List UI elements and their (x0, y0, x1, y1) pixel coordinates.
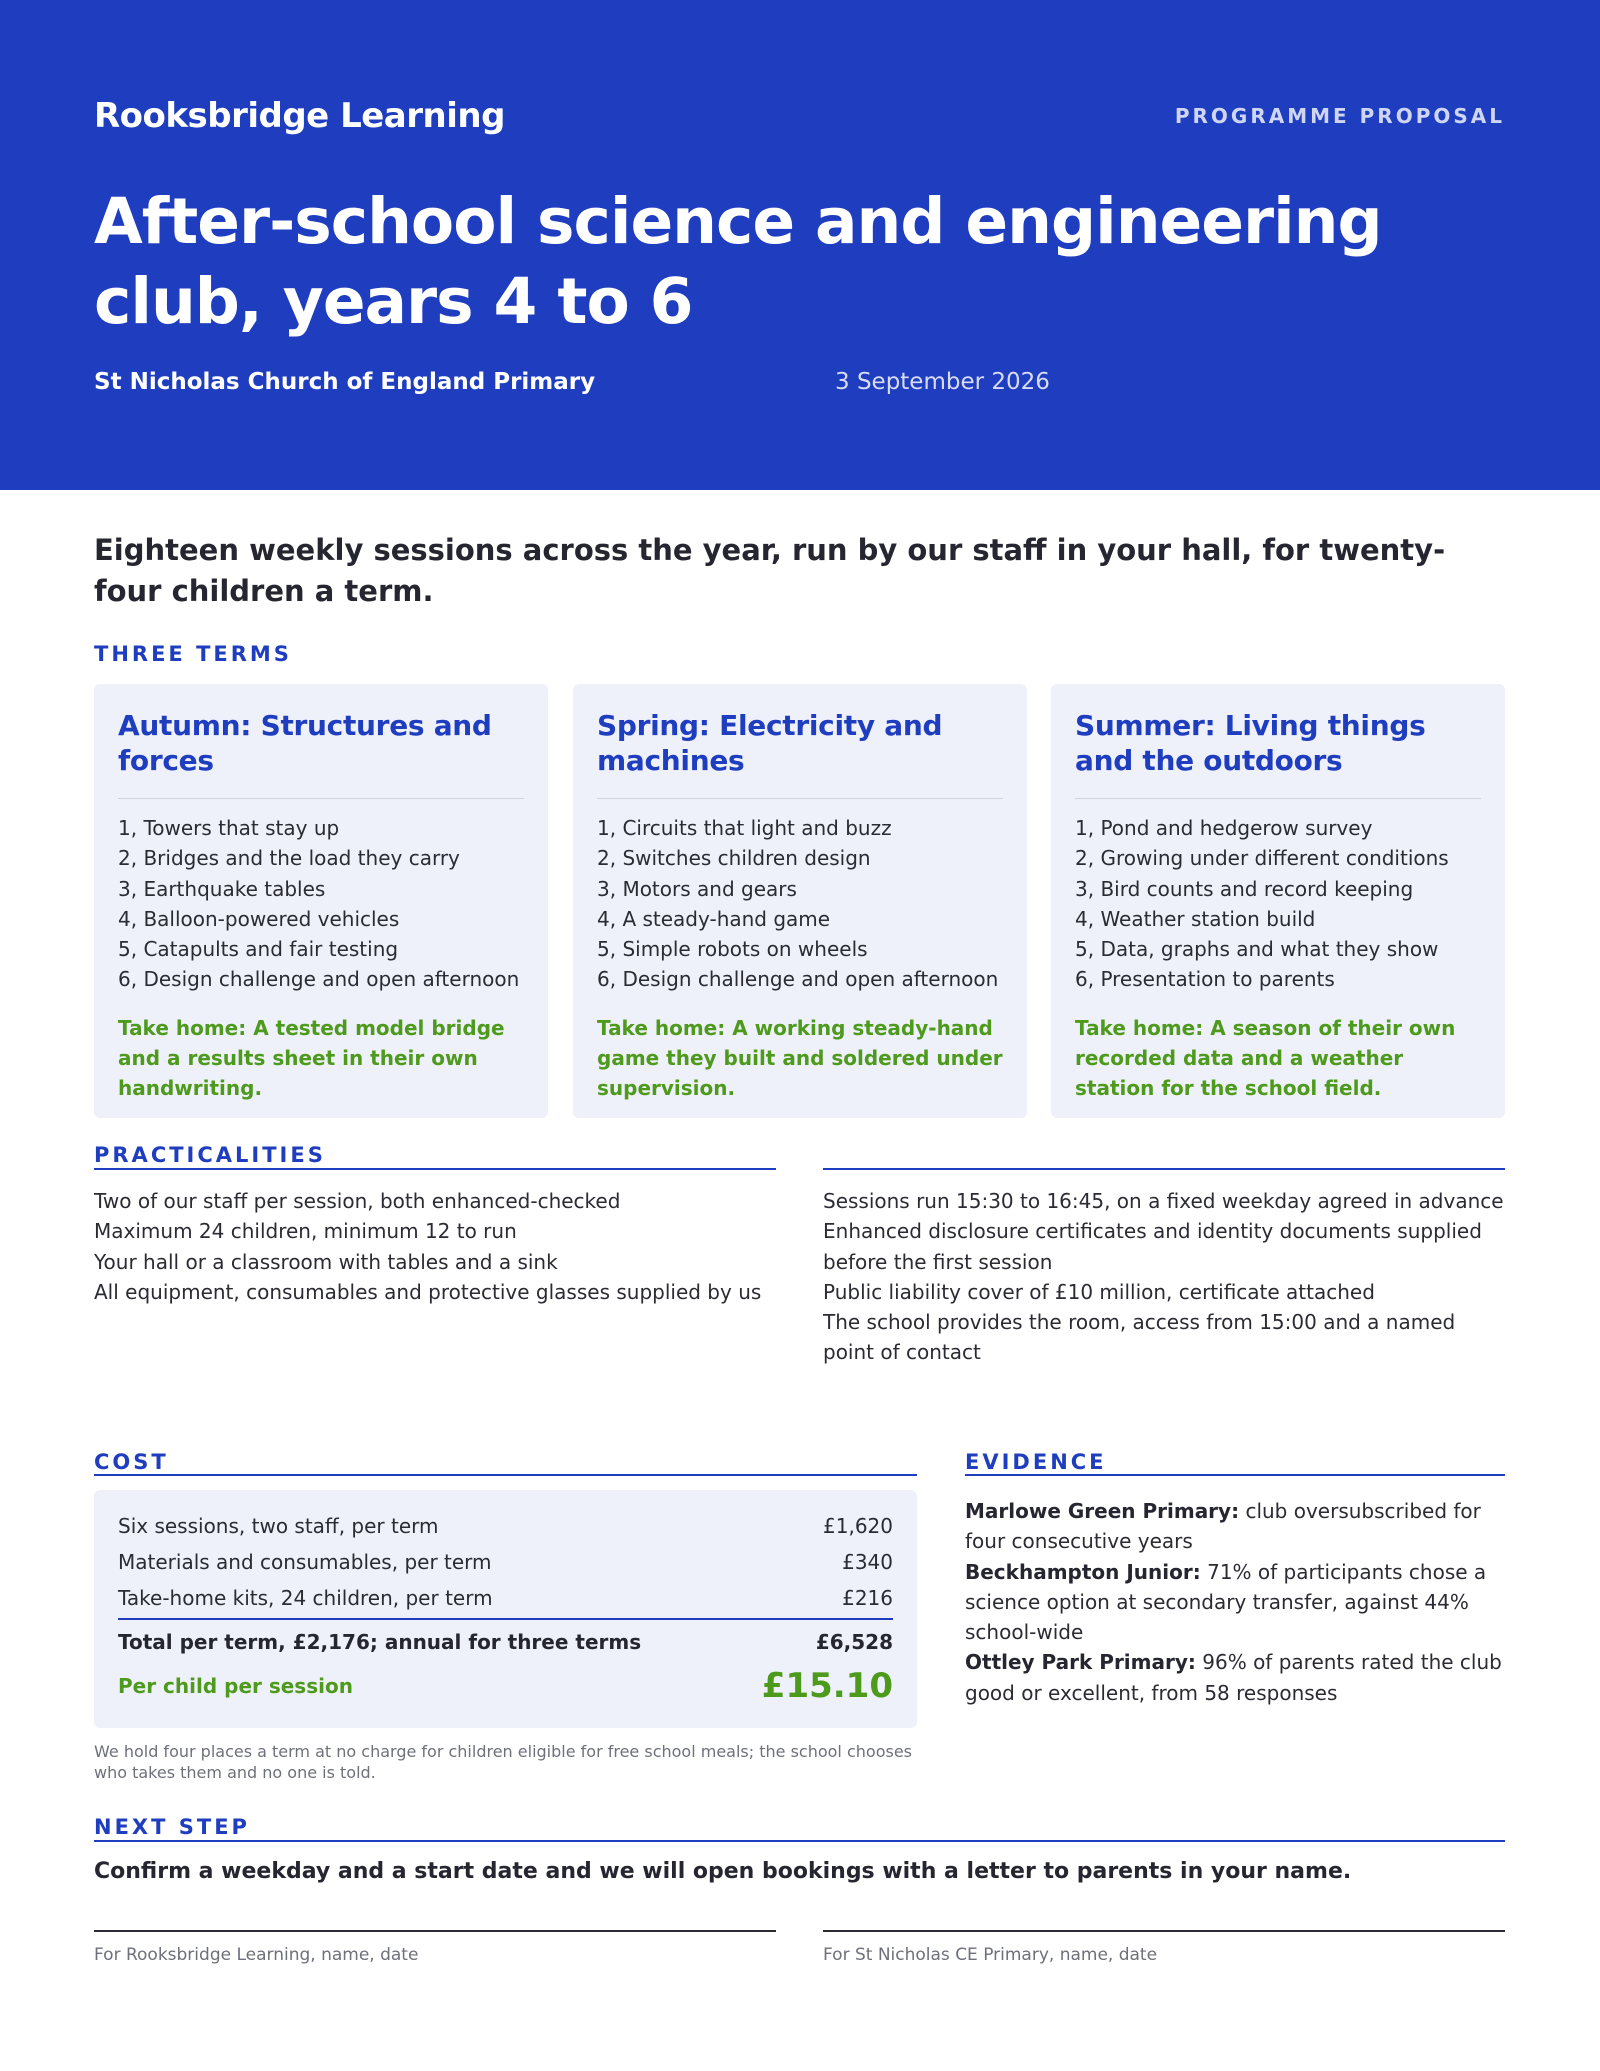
school-name: St Nicholas Church of England Primary (94, 369, 596, 395)
section-label-terms: THREE TERMS (94, 642, 292, 666)
section-rule (823, 1168, 1505, 1170)
signature-caption-school: For St Nicholas CE Primary, name, date (823, 1945, 1158, 1965)
section-rule (94, 1474, 917, 1476)
brand-name: Rooksbridge Learning (94, 96, 505, 136)
list-item: 2, Bridges and the load they carry (118, 846, 460, 871)
evidence-text: 96% of parents rated the club good or excellent, from 58 responses (965, 1650, 1502, 1705)
session-list (1075, 813, 1481, 995)
list-item: Enhanced disclosure certificates and identity documents supplied before the first session (823, 1219, 1482, 1274)
cost-total-value: £6,528 (815, 1630, 893, 1654)
section-rule (94, 1168, 776, 1170)
divider (597, 798, 1003, 799)
evidence-list (965, 1496, 1505, 1708)
cost-total-row (118, 1622, 893, 1662)
page-title: After-school science and engineering club, years 4 to 6 (94, 185, 1382, 338)
list-item: The school provides the room, access from 15:00 and a named point of contact (823, 1310, 1456, 1365)
per-child-label: Per child per session (118, 1674, 353, 1698)
list-item: 3, Bird counts and record keeping (1075, 876, 1414, 901)
section-rule (94, 1840, 1505, 1842)
cost-total-label: Total per term, £2,176; annual for three terms (118, 1630, 642, 1654)
section-rule (965, 1474, 1505, 1476)
list-item: Two of our staff per session, both enhanced-checked (94, 1189, 621, 1213)
list-item: 3, Motors and gears (597, 876, 797, 901)
header-banner (0, 0, 1600, 490)
evidence-school: Marlowe Green Primary: (965, 1499, 1240, 1523)
list-item: All equipment, consumables and protective glasses supplied by us (94, 1279, 762, 1304)
list-item: Your hall or a classroom with tables and a sink (94, 1249, 558, 1274)
list-item: 5, Data, graphs and what they show (1075, 937, 1439, 962)
term-card-summer (1051, 684, 1505, 1118)
list-item: 3, Earthquake tables (118, 876, 326, 901)
list-item: 5, Simple robots on wheels (597, 937, 868, 962)
term-title: Autumn: Structures and forces (118, 709, 492, 777)
list-item: 5, Catapults and fair testing (118, 937, 399, 962)
lede-summary: Eighteen weekly sessions across the year, run by our staff in your hall, for twenty-four children a term. (94, 533, 1446, 608)
cost-line-items (118, 1508, 893, 1620)
cost-row-value: £216 (842, 1586, 893, 1610)
cost-row-value: £1,620 (823, 1514, 893, 1538)
list-item: 6, Presentation to parents (1075, 967, 1335, 992)
practicalities-list-right (823, 1186, 1505, 1368)
take-home-note: Take home: A tested model bridge and a results sheet in their own handwriting. (118, 1015, 505, 1101)
per-child-row (118, 1666, 893, 1706)
section-label-evidence: EVIDENCE (965, 1450, 1107, 1474)
session-list (118, 813, 524, 995)
evidence-text: 71% of participants chose a science option at secondary transfer, against 44% school-wide (965, 1559, 1487, 1645)
cost-row (118, 1544, 893, 1580)
cost-row (118, 1508, 893, 1544)
evidence-item (965, 1557, 1505, 1648)
per-child-value: £15.10 (761, 1666, 893, 1706)
document-type: PROGRAMME PROPOSAL (1174, 104, 1505, 128)
evidence-item (965, 1496, 1505, 1557)
next-step-text: Confirm a weekday and a start date and we will open bookings with a letter to parents in your name. (94, 1859, 1352, 1884)
list-item: Sessions run 15:30 to 16:45, on a fixed weekday agreed in advance (823, 1189, 1504, 1213)
section-label-cost: COST (94, 1450, 169, 1474)
cost-footnote: We hold four places a term at no charge for children eligible for free school meals; the school chooses who takes them and no one is told. (94, 1742, 912, 1782)
evidence-text: club oversubscribed for four consecutive years (965, 1499, 1481, 1554)
proposal-date: 3 September 2026 (835, 369, 1050, 395)
list-item: 6, Design challenge and open afternoon (597, 967, 999, 992)
term-title: Spring: Electricity and machines (597, 709, 943, 777)
cost-row-value: £340 (842, 1550, 893, 1574)
list-item: 1, Circuits that light and buzz (597, 816, 892, 840)
take-home-note: Take home: A season of their own recorded data and a weather station for the school field. (1075, 1015, 1456, 1101)
cost-row (118, 1580, 893, 1616)
cost-row-label: Take-home kits, 24 children, per term (118, 1586, 493, 1610)
signature-line-school[interactable] (823, 1930, 1505, 1932)
signature-line-provider[interactable] (94, 1930, 776, 1932)
list-item: 4, Balloon-powered vehicles (118, 906, 400, 931)
term-title: Summer: Living things and the outdoors (1075, 709, 1426, 777)
evidence-school: Beckhampton Junior: (965, 1559, 1201, 1584)
evidence-item (965, 1647, 1505, 1708)
divider (1075, 798, 1481, 799)
list-item: 6, Design challenge and open afternoon (118, 967, 520, 992)
term-card-spring (573, 684, 1027, 1118)
list-item: Public liability cover of £10 million, certificate attached (823, 1279, 1375, 1304)
cost-row-label: Six sessions, two staff, per term (118, 1514, 439, 1538)
list-item: 1, Towers that stay up (118, 816, 340, 840)
list-item: 1, Pond and hedgerow survey (1075, 816, 1373, 840)
take-home-note: Take home: A working steady-hand game they built and soldered under supervision. (597, 1015, 1003, 1101)
section-label-next-step: NEXT STEP (94, 1815, 250, 1839)
list-item: Maximum 24 children, minimum 12 to run (94, 1219, 517, 1244)
evidence-school: Ottley Park Primary: (965, 1650, 1196, 1675)
section-label-practicalities: PRACTICALITIES (94, 1143, 326, 1167)
cost-row-label: Materials and consumables, per term (118, 1550, 492, 1574)
list-item: 2, Growing under different conditions (1075, 846, 1449, 871)
signature-caption-provider: For Rooksbridge Learning, name, date (94, 1945, 419, 1965)
term-card-autumn (94, 684, 548, 1118)
list-item: 4, Weather station build (1075, 906, 1316, 931)
list-item: 2, Switches children design (597, 846, 871, 871)
cost-table (94, 1490, 917, 1728)
divider (118, 798, 524, 799)
list-item: 4, A steady-hand game (597, 906, 831, 931)
session-list (597, 813, 1003, 995)
practicalities-list-left (94, 1186, 784, 1307)
